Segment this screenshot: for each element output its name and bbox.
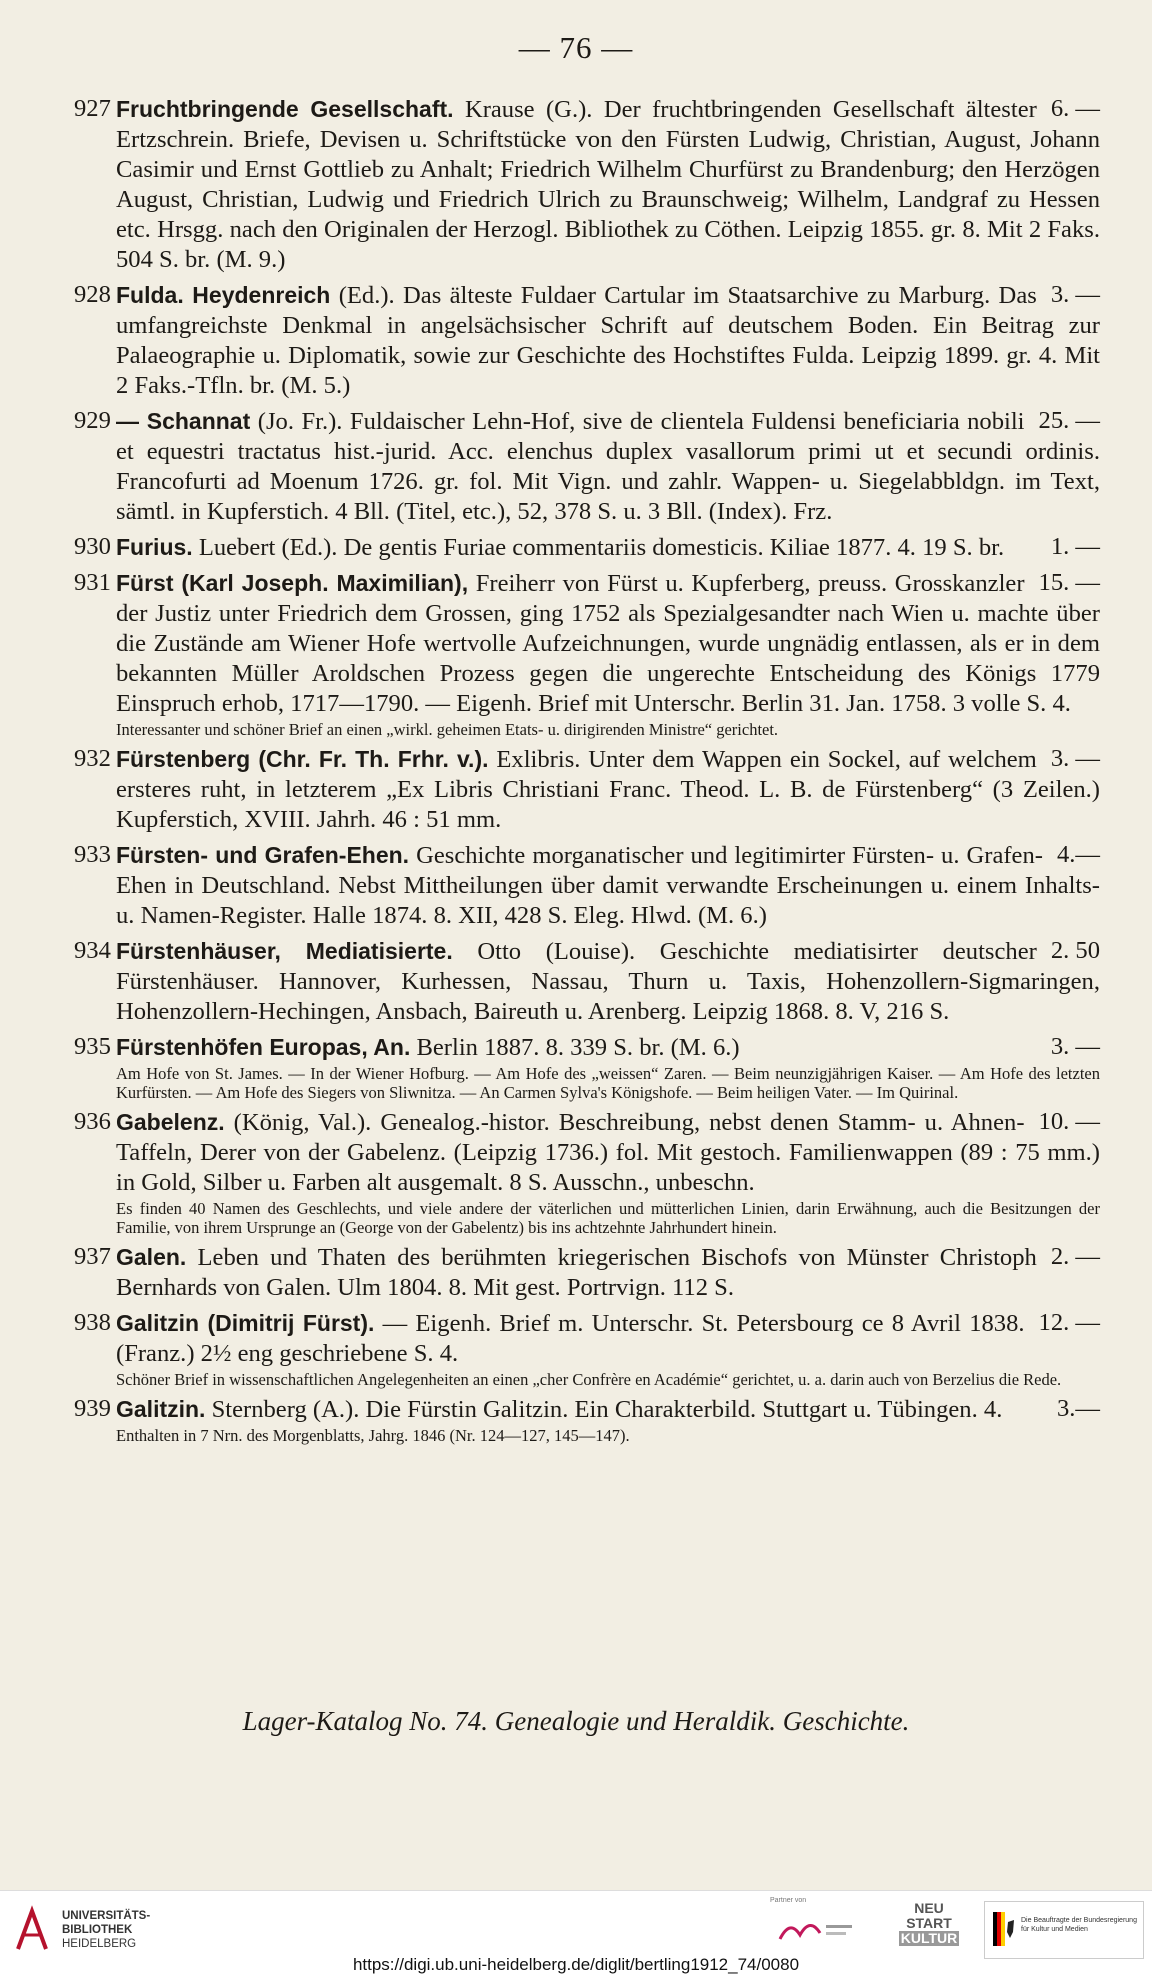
entry-note: Enthalten in 7 Nrn. des Morgenblatts, Jahrg. 1846 (Nr. 124—127, 145—147). xyxy=(116,1426,630,1445)
library-name-line: UNIVERSITÄTS- xyxy=(62,1910,151,1922)
entry-note: Schöner Brief in wissenschaftlichen Angelegenheiten an einen „cher Confrère en Académie“ gerichtet, u. a. darin auch von Berzelius die Rede. xyxy=(116,1370,1062,1389)
entry-number: 938 xyxy=(74,1309,111,1336)
entry-text: Luebert (Ed.). De gentis Furiae commentariis domesticis. Kiliae 1877. 4. 19 S. br. xyxy=(192,534,1005,561)
partner-label: Partner von xyxy=(770,1897,807,1904)
entry-text: Sternberg (A.). Die Fürstin Galitzin. Ein Charakterbild. Stuttgart u. Tübingen. 4. xyxy=(205,1396,1003,1423)
entry-number: 928 xyxy=(74,281,111,308)
entry-price: 3.— xyxy=(1056,1395,1100,1422)
logo-bar xyxy=(0,1890,1152,1979)
federal-government-logo[interactable] xyxy=(984,1901,1144,1959)
entry-number: 927 xyxy=(74,95,111,122)
catalog-entry xyxy=(74,94,1100,275)
entry-text: — Eigenh. Brief m. Unterschr. St. Petersbourg ce 8 Avril 1838. (Franz.) 2½ eng geschriebene S. 4. xyxy=(116,1310,1025,1367)
entry-heading: Furius. xyxy=(116,534,193,560)
neustart-kultur-logo[interactable] xyxy=(898,1901,960,1953)
permalink-url[interactable]: https://digi.ub.uni-heidelberg.de/diglit/bertling1912_74/0080 xyxy=(352,1955,800,1974)
entry-heading: Fürstenberg (Chr. Fr. Th. Frhr. v.). xyxy=(116,746,489,772)
entry-price: 25. — xyxy=(1038,407,1100,434)
neustart-line: KULTUR xyxy=(900,1930,958,1946)
library-name-line: HEIDELBERG xyxy=(62,1938,137,1950)
catalog-entry xyxy=(74,1308,1100,1389)
catalog-entry xyxy=(74,280,1100,401)
entry-note: Am Hofe von St. James. — In der Wiener Hofburg. — Am Hofe des „weissen“ Zaren. — Beim neunzigjährigen Kaiser. — Am Hofe des letzten Kurfürsten. — Am Hofe des Siegers von Sliwnitza. — An Carmen Sylva's Königshofe. — Beim heiligen Vater. — Im Quirinal. xyxy=(116,1064,1100,1102)
entry-price: 4.— xyxy=(1056,841,1100,868)
page-number: — 76 — xyxy=(518,30,634,65)
entry-number: 930 xyxy=(74,533,111,560)
federal-government-line: Die Beauftragte der Bundesregierung xyxy=(1021,1917,1137,1924)
catalog-entry xyxy=(74,1394,1100,1445)
entry-price: 3. — xyxy=(1050,1033,1100,1060)
entry-text: Freiherr von Fürst u. Kupferberg, preuss. Grosskanzler der Justiz unter Friedrich dem Grossen, ging 1752 als Spezialgesandter nach Wien u. machte über die Zustände am Wiener Hofe wertvolle Aufzeichnungen, wurde ungnädig entlassen, als er in dem bekannten Müller Aroldschen Prozess gegen die ungerechte Entscheidung des Königs 1779 Einspruch erhob, 1717—1790. — Eigenh. Brief mit Unterschr. Berlin 31. Jan. 1758. 3 volle S. 4. xyxy=(116,570,1100,717)
entry-heading: Fürst (Karl Joseph. Maximilian), xyxy=(116,570,469,596)
entry-heading: Galen. xyxy=(116,1244,187,1270)
university-library-logo-icon[interactable] xyxy=(12,1905,52,1955)
entry-heading: Fulda. Heydenreich xyxy=(116,282,331,308)
entry-heading: Fürsten- und Grafen-Ehen. xyxy=(116,842,410,868)
entry-number: 939 xyxy=(74,1395,111,1422)
federal-eagle-icon xyxy=(993,1912,1015,1946)
entry-number: 937 xyxy=(74,1243,111,1270)
entry-text: Exlibris. Unter dem Wappen ein Sockel, auf welchem ersteres ruht, in letzterem „Ex Libris Christiani Franc. Theod. L. B. de Fürstenberg“ (3 Zeilen.) Kupferstich, XVIII. Jahrh. 46 : 51 mm. xyxy=(116,746,1100,833)
entry-price: 10. — xyxy=(1038,1108,1100,1135)
entry-text: Otto (Louise). Geschichte mediatisirter deutscher Fürstenhäuser. Hannover, Kurhessen, Nassau, Thurn u. Taxis, Hohenzollern-Sigmaringen, Hohenzollern-Hechingen, Ansbach, Baireuth u. Arenberg. Leipzig 1868. 8. V, 216 S. xyxy=(116,938,1100,1025)
entry-price: 6. — xyxy=(1050,95,1100,122)
library-name-line: BIBLIOTHEK xyxy=(62,1924,133,1936)
library-name xyxy=(62,1909,150,1951)
entry-heading: Galitzin. xyxy=(116,1396,206,1422)
catalog-entry xyxy=(74,568,1100,739)
entry-price: 3. — xyxy=(1050,745,1100,772)
entry-note: Interessanter und schöner Brief an einen „wirkl. geheimen Etats- u. dirigirenden Ministre“ gerichtet. xyxy=(116,720,779,739)
entry-heading: — Schannat xyxy=(116,408,251,434)
entry-number: 936 xyxy=(74,1108,111,1135)
entry-text: Leben und Thaten des berühmten kriegerischen Bischofs von Münster Christoph Bernhards von Galen. Ulm 1804. 8. Mit gest. Portrvign. 112 S. xyxy=(116,1244,1037,1301)
entry-text: Berlin 1887. 8. 339 S. br. (M. 6.) xyxy=(410,1034,740,1061)
catalog-entry xyxy=(74,532,1100,563)
entry-number: 933 xyxy=(74,841,111,868)
entry-price: 3. — xyxy=(1050,281,1100,308)
entry-price: 2. — xyxy=(1050,1243,1100,1270)
catalog-entry xyxy=(74,840,1100,931)
neustart-line: NEU xyxy=(914,1900,944,1916)
catalog-entry xyxy=(74,1107,1100,1237)
entry-number: 929 xyxy=(74,407,111,434)
federal-government-text xyxy=(1021,1916,1137,1934)
neustart-line: START xyxy=(906,1915,952,1931)
catalog-entry xyxy=(74,744,1100,835)
catalog-entry xyxy=(74,406,1100,527)
catalog-entry xyxy=(74,936,1100,1027)
partner-logo-icon[interactable] xyxy=(770,1911,860,1951)
entry-heading: Fruchtbringende Gesellschaft. xyxy=(116,96,454,122)
catalog-footer-title: Lager-Katalog No. 74. Genealogie und Heraldik. Geschichte. xyxy=(242,1706,910,1736)
entry-number: 932 xyxy=(74,745,111,772)
catalog-entry xyxy=(74,1032,1100,1102)
entry-price: 1. — xyxy=(1050,533,1100,560)
entry-list xyxy=(74,94,1100,1450)
entry-text: (Ed.). Das älteste Fuldaer Cartular im Staatsarchive zu Marburg. Das umfangreichste Denkmal in angelsächsischer Schrift auf deutschem Boden. Ein Beitrag zur Palaeographie u. Diplomatik, sowie zur Geschichte des Hochstiftes Fulda. Leipzig 1899. gr. 4. Mit 2 Faks.-Tfln. br. (M. 5.) xyxy=(116,282,1100,399)
entry-text: Krause (G.). Der fruchtbringenden Gesellschaft ältester Ertzschrein. Briefe, Devisen u. Schriftstücke von den Fürsten Ludwig, Christian, August, Johann Casimir und Ernst Gottlieb zu Anhalt; Friedrich Wilhelm Churfürst zu Brandenburg; den Herzögen August, Christian, Ludwig und Friedrich Ulrich zu Braunschweig; Wilhelm, Landgraf zu Hessen etc. Hrsgg. nach den Originalen der Herzogl. Bibliothek zu Cöthen. Leipzig 1855. gr. 8. Mit 2 Faks. 504 S. br. (M. 9.) xyxy=(116,96,1100,273)
entry-heading: Gabelenz. xyxy=(116,1109,225,1135)
entry-heading: Galitzin (Dimitrij Fürst). xyxy=(116,1310,375,1336)
entry-text: (Jo. Fr.). Fuldaischer Lehn-Hof, sive de clientela Fuldensi beneficiaria nobili et equestri tractatus hist.-jurid. Acc. elenchus duplex vasallorum primi ut et secundi ordinis. Francofurti ad Moenum 1726. gr. fol. Mit Vign. und zahlr. Wappen- u. Siegelabbldgn. im Text, sämtl. in Kupferstich. 4 Bll. (Titel, etc.), 52, 378 S. u. 3 Bll. (Index). Frz. xyxy=(116,408,1100,525)
entry-heading: Fürstenhäuser, Mediatisierte. xyxy=(116,938,453,964)
entry-price: 2. 50 xyxy=(1050,937,1100,964)
entry-note: Es finden 40 Namen des Geschlechts, und viele andere der väterlichen und mütterlichen Linien, darin Erwähnung, auch die Besitzungen der Familie, von ihrem Ursprunge an (George von der Gabelentz) bis ins achtzehnte Jahrhundert hinein. xyxy=(116,1199,1100,1237)
entry-text: Geschichte morganatischer und legitimirter Fürsten- u. Grafen-Ehen in Deutschland. Nebst Mittheilungen über damit verwandte Erscheinungen u. einem Inhalts- u. Namen-Register. Halle 1874. 8. XII, 428 S. Eleg. Hlwd. (M. 6.) xyxy=(116,842,1100,929)
entry-text: (König, Val.). Genealog.-histor. Beschreibung, nebst denen Stamm- u. Ahnen-Taffeln, Derer von der Gabelenz. (Leipzig 1736.) fol. Mit gestoch. Familienwappen (89 : 75 mm.) in Gold, Silber u. Farben alt ausgemalt. 8 S. Ausschn., unbeschn. xyxy=(116,1109,1100,1196)
entry-number: 934 xyxy=(74,937,111,964)
entry-number: 931 xyxy=(74,569,111,596)
entry-heading: Fürstenhöfen Europas, An. xyxy=(116,1034,411,1060)
entry-price: 15. — xyxy=(1038,569,1100,596)
catalog-entry xyxy=(74,1242,1100,1303)
federal-government-line: für Kultur und Medien xyxy=(1021,1926,1088,1933)
entry-price: 12. — xyxy=(1038,1309,1100,1336)
entry-number: 935 xyxy=(74,1033,111,1060)
